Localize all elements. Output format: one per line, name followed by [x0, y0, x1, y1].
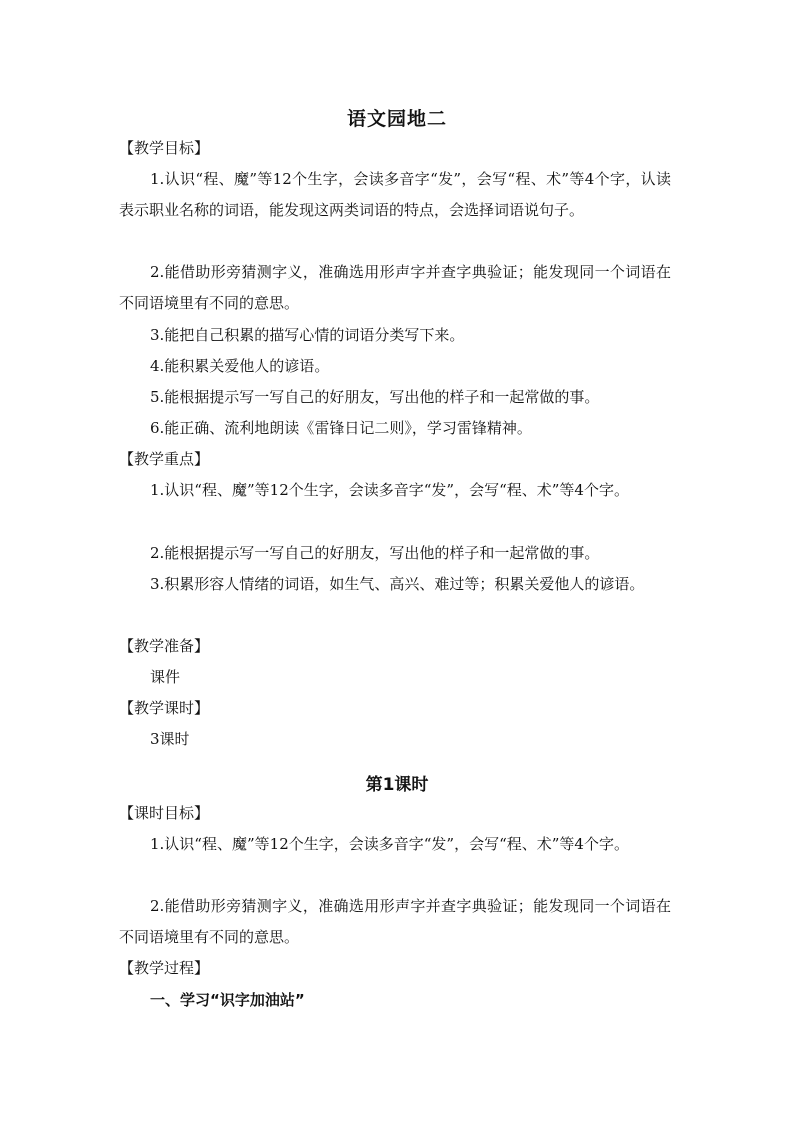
lesson-objectives-heading: 【课时目标】 [119, 804, 210, 822]
key-points-heading: 【教学重点】 [119, 450, 210, 468]
objective-item-4: 4.能积累关爱他人的谚语。 [150, 357, 330, 375]
process-step-1: 一、学习“识字加油站” [150, 991, 305, 1009]
document-title: 语文园地二 [346, 108, 447, 130]
objective-item-6: 6.能正确、流利地朗读《雷锋日记二则》，学习雷锋精神。 [150, 419, 532, 437]
objective-item-3: 3.能把自己积累的描写心情的词语分类写下来。 [150, 326, 465, 344]
periods-heading: 【教学课时】 [119, 699, 210, 717]
objective-item-2: 2.能借助形旁猜测字义，准确选用形声字并查字典验证；能发现同一个词语在不同语境里有不同的意思。 [119, 263, 671, 312]
objective-item-5: 5.能根据提示写一写自己的好朋友，写出他的样子和一起常做的事。 [150, 388, 600, 406]
preparation-text: 课件 [150, 668, 181, 686]
periods-text: 3课时 [150, 730, 190, 748]
objective-item-1: 1.认识“程、魔”等12个生字，会读多音字“发”，会写“程、术”等4个字，认读表示职业名称的词语，能发现这两类词语的特点，会选择词语说句子。 [119, 170, 671, 219]
key-point-item-1: 1.认识“程、魔”等12个生字，会读多音字“发”，会写“程、术”等4个字。 [150, 481, 629, 499]
process-heading: 【教学过程】 [119, 959, 210, 977]
lesson-title: 第1课时 [365, 775, 429, 795]
objectives-heading: 【教学目标】 [119, 139, 210, 157]
lesson-objective-item-1: 1.认识“程、魔”等12个生字，会读多音字“发”，会写“程、术”等4个字。 [150, 835, 629, 853]
key-point-item-2: 2.能根据提示写一写自己的好朋友，写出他的样子和一起常做的事。 [150, 544, 600, 562]
preparation-heading: 【教学准备】 [119, 637, 210, 655]
key-point-item-3: 3.积累形容人情绪的词语，如生气、高兴、难过等；积累关爱他人的谚语。 [150, 575, 645, 593]
lesson-objective-item-2: 2.能借助形旁猜测字义，准确选用形声字并查字典验证；能发现同一个词语在不同语境里有不同的意思。 [119, 897, 671, 946]
